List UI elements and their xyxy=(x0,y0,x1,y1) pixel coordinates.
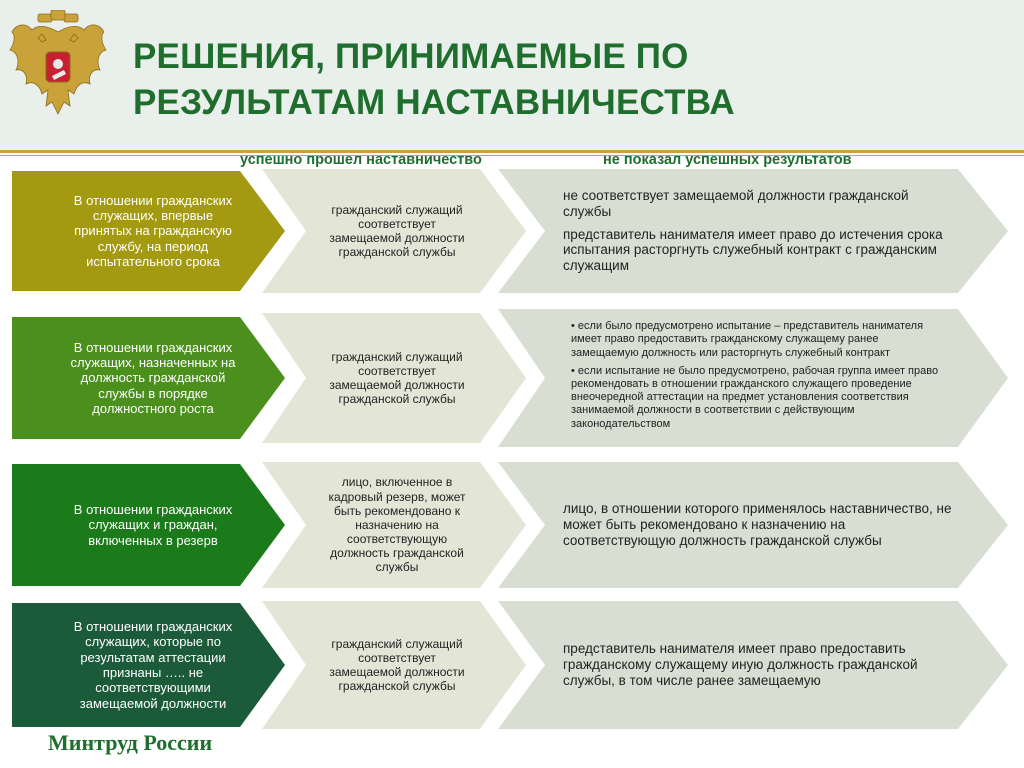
row-2-right-bullet-2: • если испытание не было предусмотрено, рабочая группа имеет право рекомендовать в отношении гражданского служащего проведение внеочередной аттестации на предмет установления соответствия занимаемой должности в соответствии с действующим законодательством xyxy=(571,364,939,430)
title-line-1: РЕШЕНИЯ, ПРИНИМАЕМЫЕ ПО xyxy=(133,37,689,76)
row-3-middle-text: лицо, включенное в кадровый резерв, может быть рекомендовано к назначению на соответствующую должность гражданской службы xyxy=(328,475,466,575)
row-4-right-line-1: представитель нанимателя имеет право предоставить гражданскому служащему иную должность гражданской службы, в том числе ранее замещаемую xyxy=(563,641,918,688)
column-header-failure: не показал успешных результатов xyxy=(603,152,852,168)
row-4-left-text: В отношении гражданских служащих, которые по результатам аттестации признаны ….. не соответствующими замещаемой должности xyxy=(73,619,233,711)
mintrud-logo: Минтруд России xyxy=(48,730,213,755)
row-2-middle-text: гражданский служащий соответствует замещаемой должности гражданской службы xyxy=(329,349,465,407)
row-1-middle-text: гражданский служащий соответствует замещаемой должности гражданской службы xyxy=(329,202,465,260)
row-4-middle-text: гражданский служащий соответствует замещаемой должности гражданской службы xyxy=(329,636,465,694)
row-3-right-text xyxy=(563,462,955,588)
row-2-right-text xyxy=(571,309,945,447)
row-1-right-line-2: представитель нанимателя имеет право до истечения срока испытания расторгнуть служебный контракт с гражданским служащим xyxy=(563,226,943,274)
row-1-left-text: В отношении гражданских служащих, впервые принятых на гражданскую службу, на период испытательного срока xyxy=(73,192,233,269)
row-1-right-text xyxy=(563,169,955,293)
row-1-right-line-1: не соответствует замещаемой должности гражданской службы xyxy=(563,187,909,219)
column-header-success: успешно прошел наставничество xyxy=(240,152,482,168)
row-2-right-bullet-1: • если было предусмотрено испытание – представитель нанимателя имеет право предоставить гражданскому служащему ранее замещаемую должность или расторгнуть служебный контракт xyxy=(571,320,924,359)
row-3-left-text: В отношении гражданских служащих и граждан, включенных в резерв xyxy=(73,502,233,548)
row-3-right-line-1: лицо, в отношении которого применялось наставничество, не может быть рекомендовано к назначению на соответствующую должность гражданской службы xyxy=(563,501,952,548)
row-4-right-text xyxy=(563,601,955,729)
title-line-2: РЕЗУЛЬТАТАМ НАСТАВНИЧЕСТВА xyxy=(133,83,735,122)
row-2-left-text: В отношении гражданских служащих, назначенных на должность гражданской службы в порядке должностного роста xyxy=(70,339,236,416)
